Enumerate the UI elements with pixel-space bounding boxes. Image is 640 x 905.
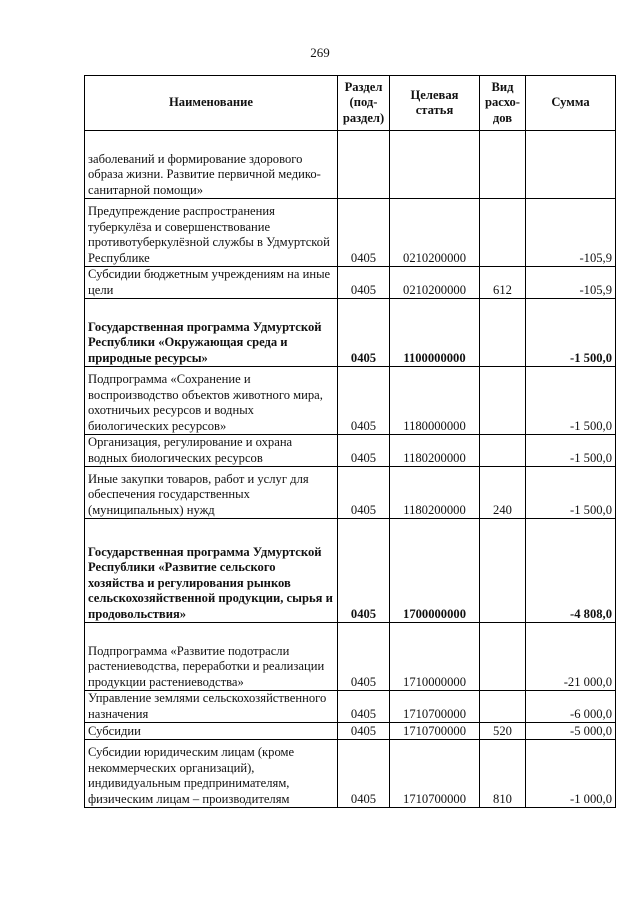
cell-name: заболеваний и формирование здорового образа жизни. Развитие первичной медико-санитарной помощи» xyxy=(85,131,338,199)
cell-section: 0405 xyxy=(338,267,390,299)
cell-name: Предупреждение распространения туберкулёза и совершенствование противотуберкулёзной службы в Удмуртской Республике xyxy=(85,199,338,267)
cell-type: 520 xyxy=(480,723,526,740)
cell-type: 612 xyxy=(480,267,526,299)
cell-target: 1710000000 xyxy=(390,623,480,691)
cell-type xyxy=(480,131,526,199)
cell-section: 0405 xyxy=(338,723,390,740)
cell-name: Субсидии бюджетным учреждениям на иные цели xyxy=(85,267,338,299)
cell-section: 0405 xyxy=(338,740,390,808)
cell-section: 0405 xyxy=(338,691,390,723)
cell-target: 0210200000 xyxy=(390,267,480,299)
table-row xyxy=(85,131,616,199)
cell-amount: -5 000,0 xyxy=(526,723,616,740)
cell-name: Субсидии юридическим лицам (кроме некоммерческих организаций), индивидуальным предпринимателям, физическим лицам – производителям xyxy=(85,740,338,808)
cell-amount: -1 000,0 xyxy=(526,740,616,808)
cell-section: 0405 xyxy=(338,367,390,435)
cell-target: 1710700000 xyxy=(390,740,480,808)
cell-amount: -21 000,0 xyxy=(526,623,616,691)
cell-target xyxy=(390,131,480,199)
cell-name: Государственная программа Удмуртской Республики «Окружающая среда и природные ресурсы» xyxy=(85,299,338,367)
cell-amount: -1 500,0 xyxy=(526,367,616,435)
cell-target: 1180200000 xyxy=(390,467,480,519)
cell-target: 1180000000 xyxy=(390,367,480,435)
cell-target: 1700000000 xyxy=(390,519,480,623)
cell-amount: -105,9 xyxy=(526,267,616,299)
cell-name: Организация, регулирование и охрана водных биологических ресурсов xyxy=(85,435,338,467)
cell-target: 0210200000 xyxy=(390,199,480,267)
table-row xyxy=(85,299,616,367)
cell-name: Государственная программа Удмуртской Республики «Развитие сельского хозяйства и регулирования рынков сельскохозяйственной продукции, сырья и продовольствия» xyxy=(85,519,338,623)
cell-target: 1180200000 xyxy=(390,435,480,467)
page-number: 269 xyxy=(310,45,330,60)
table-row xyxy=(85,691,616,723)
cell-section: 0405 xyxy=(338,435,390,467)
cell-type: 810 xyxy=(480,740,526,808)
cell-section: 0405 xyxy=(338,623,390,691)
table-row xyxy=(85,723,616,740)
table-row xyxy=(85,740,616,808)
cell-amount: -105,9 xyxy=(526,199,616,267)
table-row xyxy=(85,519,616,623)
cell-name: Подпрограмма «Сохранение и воспроизводство объектов животного мира, охотничьих ресурсов и водных биологических ресурсов» xyxy=(85,367,338,435)
cell-amount: -1 500,0 xyxy=(526,435,616,467)
table-row xyxy=(85,267,616,299)
cell-target: 1710700000 xyxy=(390,691,480,723)
table-row xyxy=(85,367,616,435)
cell-name: Иные закупки товаров, работ и услуг для обеспечения государственных (муниципальных) нужд xyxy=(85,467,338,519)
cell-section xyxy=(338,131,390,199)
cell-type xyxy=(480,519,526,623)
cell-name: Субсидии xyxy=(85,723,338,740)
table-row xyxy=(85,623,616,691)
cell-type xyxy=(480,435,526,467)
cell-section: 0405 xyxy=(338,299,390,367)
cell-target: 1710700000 xyxy=(390,723,480,740)
cell-amount xyxy=(526,131,616,199)
cell-type xyxy=(480,299,526,367)
cell-type: 240 xyxy=(480,467,526,519)
table-row xyxy=(85,467,616,519)
table-row xyxy=(85,435,616,467)
cell-amount: -1 500,0 xyxy=(526,467,616,519)
cell-amount: -4 808,0 xyxy=(526,519,616,623)
budget-table xyxy=(84,75,616,808)
table-row xyxy=(85,199,616,267)
cell-section: 0405 xyxy=(338,467,390,519)
table-header-row xyxy=(85,76,616,131)
cell-type xyxy=(480,367,526,435)
cell-amount: -6 000,0 xyxy=(526,691,616,723)
cell-amount: -1 500,0 xyxy=(526,299,616,367)
header-section: Раздел (под-раздел) xyxy=(338,76,390,131)
header-target: Целевая статья xyxy=(390,76,480,131)
cell-section: 0405 xyxy=(338,519,390,623)
header-type: Вид расхо-дов xyxy=(480,76,526,131)
header-amount: Сумма xyxy=(526,76,616,131)
header-name: Наименование xyxy=(85,76,338,131)
cell-target: 1100000000 xyxy=(390,299,480,367)
cell-name: Подпрограмма «Развитие подотрасли растениеводства, переработки и реализации продукции растениеводства» xyxy=(85,623,338,691)
cell-section: 0405 xyxy=(338,199,390,267)
cell-type xyxy=(480,691,526,723)
cell-type xyxy=(480,199,526,267)
cell-name: Управление землями сельскохозяйственного назначения xyxy=(85,691,338,723)
cell-type xyxy=(480,623,526,691)
